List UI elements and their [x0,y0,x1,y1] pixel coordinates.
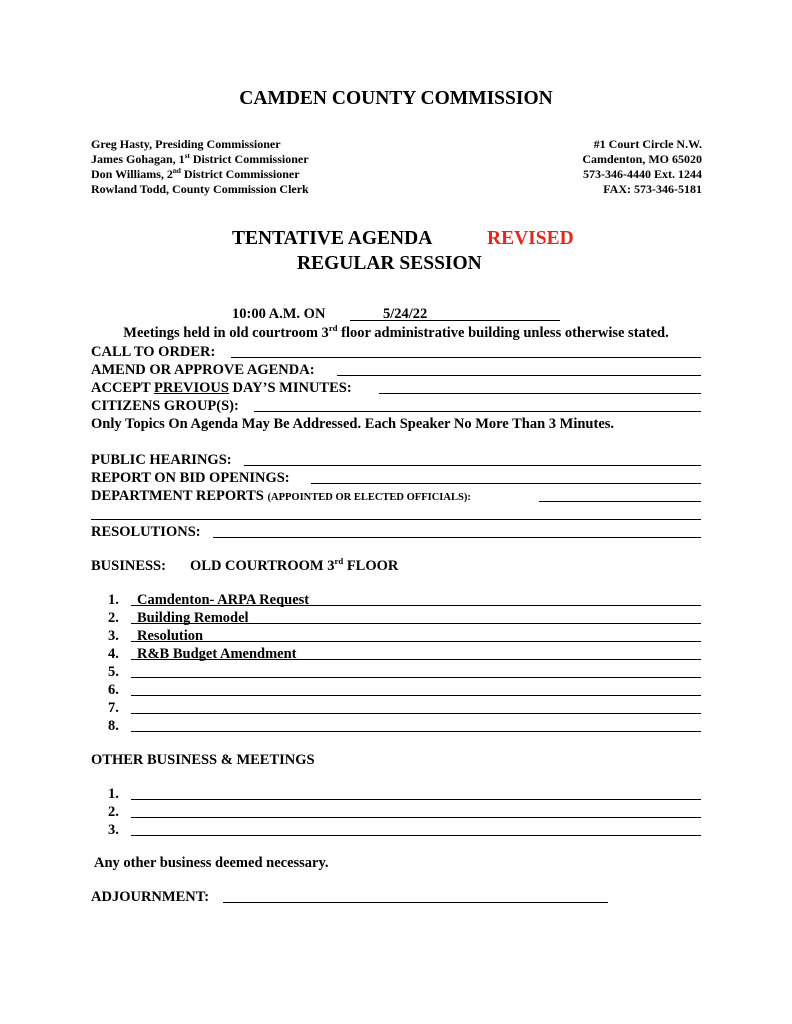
commissioner-district-1: James Gohagan, 1st District Commissioner [91,152,309,166]
business-item-number: 8. [108,718,119,734]
accept-minutes-label: ACCEPT PREVIOUS DAY’S MINUTES: [91,380,352,396]
business-item-line [131,677,701,678]
session-title: REGULAR SESSION [297,253,482,274]
business-item-number: 4. [108,646,119,662]
other-business-heading: OTHER BUSINESS & MEETINGS [91,752,315,768]
city-line: Camdenton, MO 65020 [582,152,702,166]
bid-openings-label: REPORT ON BID OPENINGS: [91,470,290,486]
topics-note: Only Topics On Agenda May Be Addressed. Each Speaker No More Than 3 Minutes. [91,416,615,432]
other-item-number: 2. [108,804,119,820]
address-line: #1 Court Circle N.W. [593,137,702,151]
call-to-order-label: CALL TO ORDER: [91,344,216,360]
commissioner-presiding: Greg Hasty, Presiding Commissioner [91,137,281,151]
business-item-line [131,641,701,642]
other-item-line [131,835,701,836]
business-location: OLD COURTROOM 3rd FLOOR [190,556,399,574]
resolutions-label: RESOLUTIONS: [91,524,201,540]
page-title: CAMDEN COUNTY COMMISSION [239,88,553,109]
public-hearings-line [244,465,701,466]
accept-minutes-line [379,393,701,394]
business-item-line [131,605,701,606]
phone-line: 573-346-4440 Ext. 1244 [583,167,702,181]
business-item-number: 2. [108,610,119,626]
bid-openings-line [311,483,701,484]
business-item-line [131,731,701,732]
amend-agenda-label: AMEND OR APPROVE AGENDA: [91,362,315,378]
agenda-title: TENTATIVE AGENDA [232,228,433,249]
other-item-line [131,799,701,800]
business-item-text: Camdenton- ARPA Request [137,592,310,608]
meeting-date: 5/24/22 [383,306,428,322]
meeting-time: 10:00 A.M. ON [232,306,326,322]
department-reports-line [539,501,701,502]
other-item-line [131,817,701,818]
any-other-business: Any other business deemed necessary. [94,855,329,871]
business-item-number: 3. [108,628,119,644]
business-item-line [131,659,701,660]
business-item-line [131,713,701,714]
public-hearings-label: PUBLIC HEARINGS: [91,452,232,468]
adjournment-label: ADJOURNMENT: [91,889,210,905]
resolutions-line [213,537,701,538]
business-item-line [131,695,701,696]
business-item-number: 7. [108,700,119,716]
business-label: BUSINESS: [91,558,166,574]
amend-agenda-line [337,375,701,376]
date-underline [350,320,560,321]
commission-clerk: Rowland Todd, County Commission Clerk [91,182,309,196]
commissioner-district-2: Don Williams, 2nd District Commissioner [91,167,300,181]
business-item-text: Building Remodel [137,610,249,626]
department-reports-extra-line [91,519,701,520]
other-item-number: 3. [108,822,119,838]
revised-label: REVISED [487,228,574,249]
citizens-group-line [254,411,701,412]
adjournment-line [223,902,608,903]
business-item-line [131,623,701,624]
call-to-order-line [231,357,701,358]
business-item-number: 5. [108,664,119,680]
business-item-number: 6. [108,682,119,698]
business-item-text: Resolution [137,628,204,644]
fax-line: FAX: 573-346-5181 [603,182,702,196]
business-item-text: R&B Budget Amendment [137,646,297,662]
business-item-number: 1. [108,592,119,608]
department-reports-label: DEPARTMENT REPORTS (APPOINTED OR ELECTED OFFICIALS): [91,488,471,504]
citizens-group-label: CITIZENS GROUP(S): [91,398,239,414]
other-item-number: 1. [108,786,119,802]
location-note: Meetings held in old courtroom 3rd floor administrative building unless otherwise stated. [123,323,669,341]
